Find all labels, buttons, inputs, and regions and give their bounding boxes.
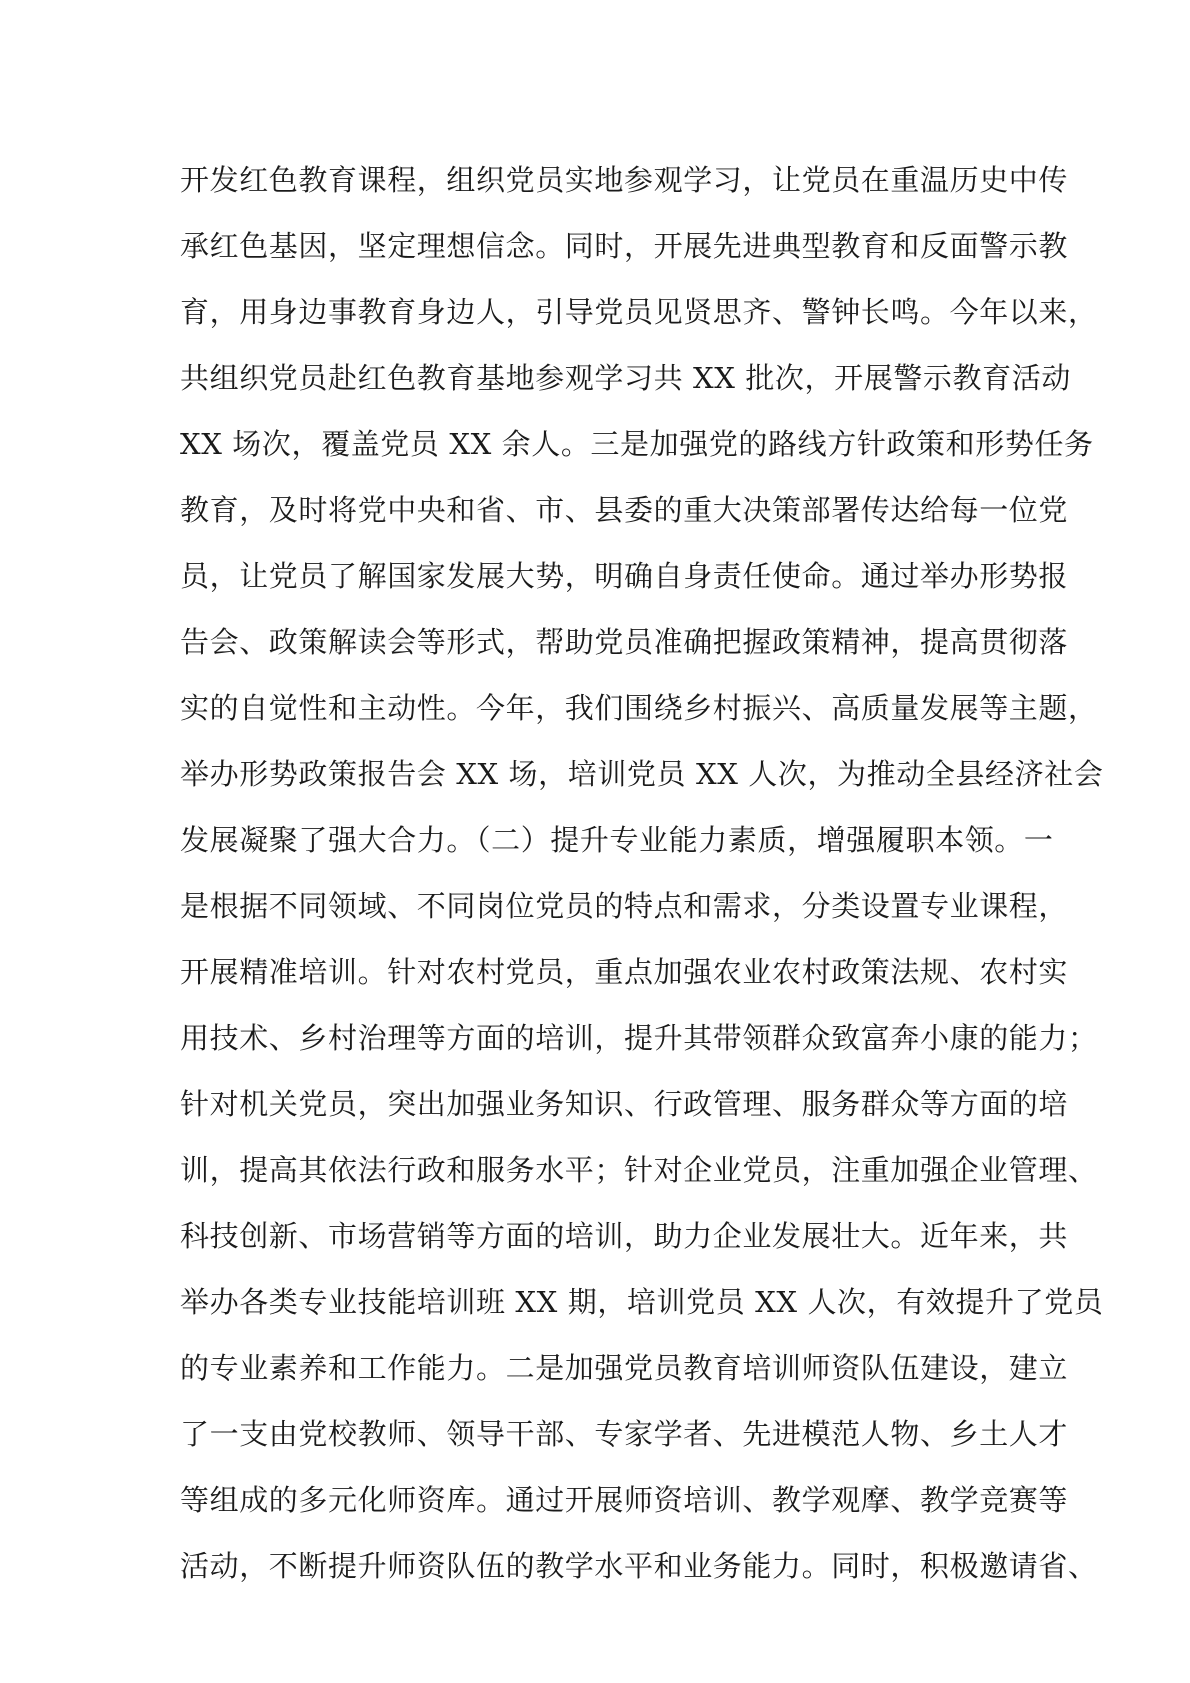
text-line: 实的自觉性和主动性。今年，我们围绕乡村振兴、高质量发展等主题， <box>180 691 1098 725</box>
text-line: 了一支由党校教师、领导干部、专家学者、先进模范人物、乡土人才 <box>180 1417 1069 1451</box>
text-line: 举办形势政策报告会 XX 场，培训党员 XX 人次，为推动全县经济社会 <box>180 757 1104 791</box>
text-line: 育，用身边事教育身边人，引导党员见贤思齐、警钟长鸣。今年以来， <box>180 295 1098 329</box>
text-line: 的专业素养和工作能力。二是加强党员教育培训师资队伍建设，建立 <box>180 1351 1069 1385</box>
text-line: 针对机关党员，突出加强业务知识、行政管理、服务群众等方面的培 <box>180 1087 1069 1121</box>
text-line: 开展精准培训。针对农村党员，重点加强农业农村政策法规、农村实 <box>180 955 1069 989</box>
text-line: 发展凝聚了强大合力。（二）提升专业能力素质，增强履职本领。一 <box>180 823 1054 857</box>
text-line: 活动，不断提升师资队伍的教学水平和业务能力。同时，积极邀请省、 <box>180 1549 1098 1583</box>
text-line: 训，提高其依法行政和服务水平；针对企业党员，注重加强企业管理、 <box>180 1153 1098 1187</box>
text-line: XX 场次，覆盖党员 XX 余人。三是加强党的路线方针政策和形势任务 <box>180 427 1094 461</box>
text-line: 科技创新、市场营销等方面的培训，助力企业发展壮大。近年来，共 <box>180 1219 1069 1253</box>
text-line: 等组成的多元化师资库。通过开展师资培训、教学观摩、教学竞赛等 <box>180 1483 1069 1517</box>
text-line: 用技术、乡村治理等方面的培训，提升其带领群众致富奔小康的能力； <box>180 1021 1098 1055</box>
text-line: 共组织党员赴红色教育基地参观学习共 XX 批次，开展警示教育活动 <box>180 361 1071 395</box>
text-line: 举办各类专业技能培训班 XX 期，培训党员 XX 人次，有效提升了党员 <box>180 1285 1104 1319</box>
text-line: 是根据不同领域、不同岗位党员的特点和需求，分类设置专业课程， <box>180 889 1069 923</box>
text-line: 开发红色教育课程，组织党员实地参观学习，让党员在重温历史中传 <box>180 163 1069 197</box>
text-line: 教育，及时将党中央和省、市、县委的重大决策部署传达给每一位党 <box>180 493 1069 527</box>
text-line: 承红色基因，坚定理想信念。同时，开展先进典型教育和反面警示教 <box>180 229 1069 263</box>
text-line: 告会、政策解读会等形式，帮助党员准确把握政策精神，提高贯彻落 <box>180 625 1069 659</box>
text-line: 员，让党员了解国家发展大势，明确自身责任使命。通过举办形势报 <box>180 559 1069 593</box>
body-text <box>180 147 1104 1599</box>
